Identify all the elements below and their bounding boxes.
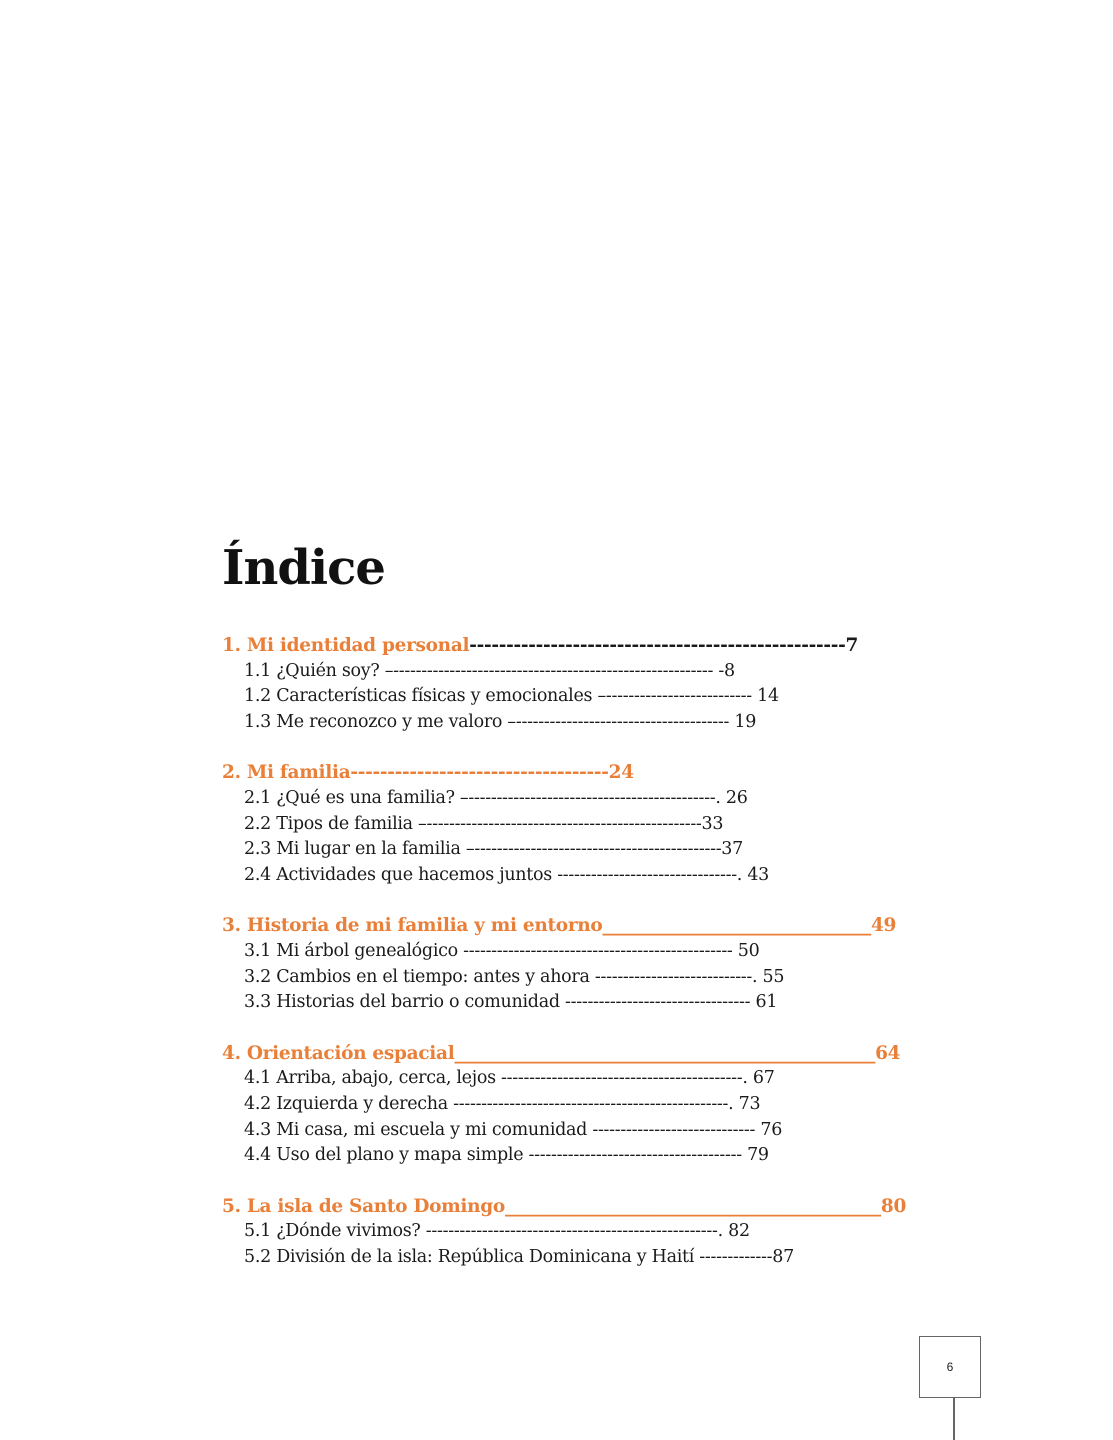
chapter-title: 5. La isla de Santo Domingo bbox=[222, 1195, 505, 1217]
toc-chapter-5 bbox=[222, 1194, 907, 1271]
subsection-item[interactable]: 4.4 Uso del plano y mapa simple -------------------------------------- 79 bbox=[244, 1145, 769, 1166]
chapter-heading[interactable] bbox=[222, 1194, 907, 1220]
toc-chapter-1 bbox=[222, 633, 882, 735]
subsection-item[interactable]: 1.2 Características físicas y emocionales –-------------------------- 14 bbox=[244, 686, 779, 707]
subsection-list bbox=[222, 659, 882, 736]
subsection-item[interactable]: 4.3 Mi casa, mi escuela y mi comunidad ----------------------------- 76 bbox=[244, 1119, 783, 1140]
toc-chapter-2 bbox=[222, 760, 882, 888]
page-title: Índice bbox=[222, 540, 385, 596]
subsection-item[interactable]: 2.3 Mi lugar en la familia –--------------------------------------------37 bbox=[244, 839, 743, 860]
chapter-heading[interactable] bbox=[222, 633, 882, 659]
chapter-leader: ----------------------------------- bbox=[350, 762, 609, 784]
chapter-leader: _______________________________________________ bbox=[454, 1042, 876, 1064]
subsection-item[interactable]: 5.2 División de la isla: República Dominicana y Haití -------------87 bbox=[244, 1246, 794, 1267]
chapter-page-number: 80 bbox=[880, 1195, 907, 1217]
chapter-leader: --------------------------------------------------- bbox=[469, 635, 846, 656]
subsection-item[interactable]: 4.1 Arriba, abajo, cerca, lejos -------------------------------------------. 67 bbox=[244, 1068, 775, 1089]
chapter-page-number: 64 bbox=[875, 1042, 901, 1064]
chapter-page-number: 7 bbox=[845, 635, 859, 656]
page-number-box bbox=[919, 1336, 981, 1398]
subsection-item[interactable]: 3.1 Mi árbol genealógico ------------------------------------------------ 50 bbox=[244, 940, 760, 961]
subsection-list bbox=[222, 939, 882, 1016]
subsection-item[interactable]: 1.1 ¿Quién soy? –--------------------------------------------------------- -8 bbox=[244, 660, 735, 681]
table-of-contents bbox=[222, 633, 907, 1295]
subsection-list bbox=[222, 1066, 882, 1168]
chapter-heading[interactable] bbox=[222, 760, 882, 786]
subsection-item[interactable]: 4.2 Izquierda y derecha -------------------------------------------------. 73 bbox=[244, 1093, 761, 1114]
toc-chapter-4 bbox=[222, 1041, 901, 1169]
toc-chapter-3 bbox=[222, 913, 897, 1015]
chapter-title: 1. Mi identidad personal bbox=[222, 635, 470, 656]
page-number: 6 bbox=[946, 1360, 954, 1374]
chapter-leader: ______________________________ bbox=[602, 915, 871, 937]
subsection-list bbox=[222, 1219, 882, 1270]
subsection-list bbox=[222, 786, 882, 888]
chapter-leader: __________________________________________ bbox=[504, 1195, 881, 1217]
subsection-item[interactable]: 2.2 Tipos de familia –-------------------------------------------------33 bbox=[244, 813, 724, 834]
subsection-item[interactable]: 1.3 Me reconozco y me valoro –-------------------------------------- 19 bbox=[244, 711, 757, 732]
subsection-item[interactable]: 3.2 Cambios en el tiempo: antes y ahora ----------------------------. 55 bbox=[244, 966, 785, 987]
chapter-page-number: 24 bbox=[608, 762, 634, 784]
chapter-heading[interactable] bbox=[222, 1041, 901, 1067]
page-number-tick bbox=[953, 1398, 955, 1440]
chapter-title: 4. Orientación espacial bbox=[222, 1042, 455, 1064]
chapter-title: 3. Historia de mi familia y mi entorno bbox=[222, 915, 603, 937]
subsection-item[interactable]: 5.1 ¿Dónde vivimos? ----------------------------------------------------. 82 bbox=[244, 1221, 750, 1242]
chapter-page-number: 49 bbox=[870, 915, 897, 937]
subsection-item[interactable]: 2.1 ¿Qué es una familia? –--------------------------------------------. 26 bbox=[244, 787, 748, 808]
subsection-item[interactable]: 2.4 Actividades que hacemos juntos --------------------------------. 43 bbox=[244, 864, 770, 885]
chapter-title: 2. Mi familia bbox=[222, 762, 351, 784]
subsection-item[interactable]: 3.3 Historias del barrio o comunidad --------------------------------- 61 bbox=[244, 992, 778, 1013]
chapter-heading[interactable] bbox=[222, 913, 897, 939]
